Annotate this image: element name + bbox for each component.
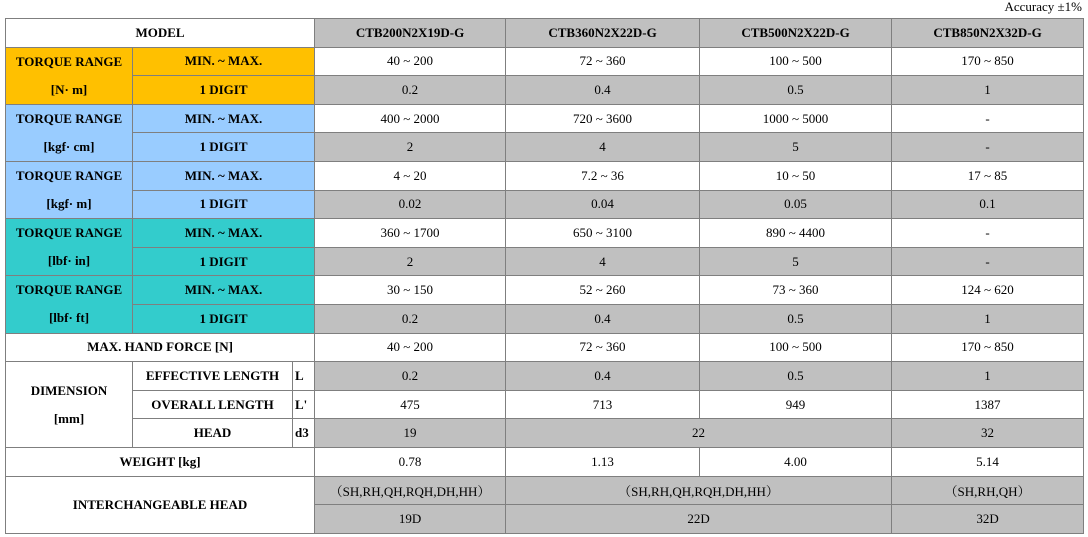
table-cell: 40 ~ 200: [315, 47, 506, 76]
table-cell: 22D: [506, 505, 892, 534]
dimension-unit: [mm]: [53, 410, 85, 426]
model-name: CTB360N2X22D-G: [506, 19, 700, 48]
table-cell: 2: [315, 247, 506, 276]
torque-unit: [lbf· in]: [47, 253, 91, 269]
table-cell: 0.05: [700, 190, 892, 219]
table-cell: （SH,RH,QH,RQH,DH,HH）: [506, 476, 892, 505]
digit-label: 1 DIGIT: [133, 133, 315, 162]
accuracy-note: Accuracy ±1%: [1004, 0, 1082, 14]
table-cell: 52 ~ 260: [506, 276, 700, 305]
table-cell: 0.4: [506, 304, 700, 333]
digit-label: 1 DIGIT: [133, 76, 315, 105]
torque-row-digit: [6, 133, 1084, 162]
torque-title: TORQUE RANGE: [15, 110, 123, 126]
torque-title: TORQUE RANGE: [15, 225, 123, 241]
torque-unit: [N· m]: [50, 81, 88, 97]
head-symbol: d3: [293, 419, 315, 448]
table-cell: 170 ~ 850: [892, 333, 1084, 362]
digit-label: 1 DIGIT: [133, 247, 315, 276]
table-cell: 100 ~ 500: [700, 333, 892, 362]
torque-row-digit: [6, 304, 1084, 333]
table-cell: 19: [315, 419, 506, 448]
torque-group-label: [6, 47, 133, 104]
table-cell: 0.4: [506, 76, 700, 105]
table-cell: 0.2: [315, 76, 506, 105]
table-cell: 0.4: [506, 362, 700, 391]
torque-row-digit: [6, 247, 1084, 276]
dimension-title: DIMENSION: [30, 382, 108, 398]
table-cell: 0.1: [892, 190, 1084, 219]
table-cell: 0.2: [315, 304, 506, 333]
table-cell: 360 ~ 1700: [315, 219, 506, 248]
minmax-label: MIN. ~ MAX.: [133, 161, 315, 190]
table-cell: 890 ~ 4400: [700, 219, 892, 248]
table-cell: -: [892, 104, 1084, 133]
table-cell: 124 ~ 620: [892, 276, 1084, 305]
model-name: CTB200N2X19D-G: [315, 19, 506, 48]
interchangeable-row: [6, 476, 1084, 505]
torque-group-label: [6, 161, 133, 218]
head-label: HEAD: [133, 419, 293, 448]
minmax-label: MIN. ~ MAX.: [133, 47, 315, 76]
hand-force-row: [6, 333, 1084, 362]
torque-group-label: [6, 104, 133, 161]
table-cell: 32D: [892, 505, 1084, 534]
overall-length-row: [6, 390, 1084, 419]
table-cell: 4 ~ 20: [315, 161, 506, 190]
table-cell: 22: [506, 419, 892, 448]
torque-group-label: [6, 276, 133, 333]
torque-title: TORQUE RANGE: [15, 168, 123, 184]
table-cell: 32: [892, 419, 1084, 448]
table-cell: 650 ~ 3100: [506, 219, 700, 248]
table-cell: 19D: [315, 505, 506, 534]
dimension-label: [6, 362, 133, 448]
table-cell: 4: [506, 133, 700, 162]
torque-row-digit: [6, 76, 1084, 105]
effective-length-row: [6, 362, 1084, 391]
minmax-label: MIN. ~ MAX.: [133, 104, 315, 133]
table-cell: 5: [700, 247, 892, 276]
table-cell: 0.5: [700, 76, 892, 105]
table-cell: 0.5: [700, 362, 892, 391]
table-cell: 73 ~ 360: [700, 276, 892, 305]
effective-length-symbol: L: [293, 362, 315, 391]
table-cell: 949: [700, 390, 892, 419]
table-cell: 0.02: [315, 190, 506, 219]
table-cell: 0.5: [700, 304, 892, 333]
torque-unit: [lbf· ft]: [48, 310, 90, 326]
table-cell: 713: [506, 390, 700, 419]
table-cell: 1000 ~ 5000: [700, 104, 892, 133]
interchangeable-label: INTERCHANGEABLE HEAD: [6, 476, 315, 533]
torque-group-label: [6, 219, 133, 276]
table-cell: 1: [892, 76, 1084, 105]
table-cell: 0.2: [315, 362, 506, 391]
table-cell: -: [892, 133, 1084, 162]
table-cell: 0.04: [506, 190, 700, 219]
weight-row: [6, 447, 1084, 476]
torque-row-minmax: [6, 276, 1084, 305]
overall-length-symbol: L': [293, 390, 315, 419]
digit-label: 1 DIGIT: [133, 190, 315, 219]
table-cell: 0.78: [315, 447, 506, 476]
table-cell: 5.14: [892, 447, 1084, 476]
table-cell: 7.2 ~ 36: [506, 161, 700, 190]
header-row: [6, 19, 1084, 48]
torque-unit: [kgf· m]: [46, 196, 92, 212]
head-row: [6, 419, 1084, 448]
table-cell: 475: [315, 390, 506, 419]
minmax-label: MIN. ~ MAX.: [133, 276, 315, 305]
table-cell: 40 ~ 200: [315, 333, 506, 362]
table-cell: 4.00: [700, 447, 892, 476]
table-cell: 30 ~ 150: [315, 276, 506, 305]
torque-unit: [kgf· cm]: [43, 138, 95, 154]
weight-label: WEIGHT [kg]: [6, 447, 315, 476]
table-cell: 1: [892, 304, 1084, 333]
table-cell: 1387: [892, 390, 1084, 419]
table-cell: 100 ~ 500: [700, 47, 892, 76]
overall-length-label: OVERALL LENGTH: [133, 390, 293, 419]
table-cell: 17 ~ 85: [892, 161, 1084, 190]
effective-length-label: EFFECTIVE LENGTH: [133, 362, 293, 391]
model-name: CTB850N2X32D-G: [892, 19, 1084, 48]
table-cell: 2: [315, 133, 506, 162]
spec-table: [5, 18, 1084, 534]
torque-row-minmax: [6, 161, 1084, 190]
table-cell: （SH,RH,QH,RQH,DH,HH）: [315, 476, 506, 505]
table-cell: 400 ~ 2000: [315, 104, 506, 133]
table-cell: 5: [700, 133, 892, 162]
minmax-label: MIN. ~ MAX.: [133, 219, 315, 248]
digit-label: 1 DIGIT: [133, 304, 315, 333]
table-cell: 72 ~ 360: [506, 333, 700, 362]
table-cell: -: [892, 247, 1084, 276]
table-cell: 72 ~ 360: [506, 47, 700, 76]
torque-row-minmax: [6, 104, 1084, 133]
torque-row-digit: [6, 190, 1084, 219]
table-cell: 170 ~ 850: [892, 47, 1084, 76]
table-cell: 10 ~ 50: [700, 161, 892, 190]
table-cell: 1: [892, 362, 1084, 391]
table-cell: 4: [506, 247, 700, 276]
table-cell: （SH,RH,QH）: [892, 476, 1084, 505]
torque-row-minmax: [6, 219, 1084, 248]
hand-force-label: MAX. HAND FORCE [N]: [6, 333, 315, 362]
table-cell: 1.13: [506, 447, 700, 476]
torque-row-minmax: [6, 47, 1084, 76]
model-label: MODEL: [6, 19, 315, 48]
torque-title: TORQUE RANGE: [15, 282, 123, 298]
model-name: CTB500N2X22D-G: [700, 19, 892, 48]
table-cell: 720 ~ 3600: [506, 104, 700, 133]
torque-title: TORQUE RANGE: [15, 53, 123, 69]
table-cell: -: [892, 219, 1084, 248]
